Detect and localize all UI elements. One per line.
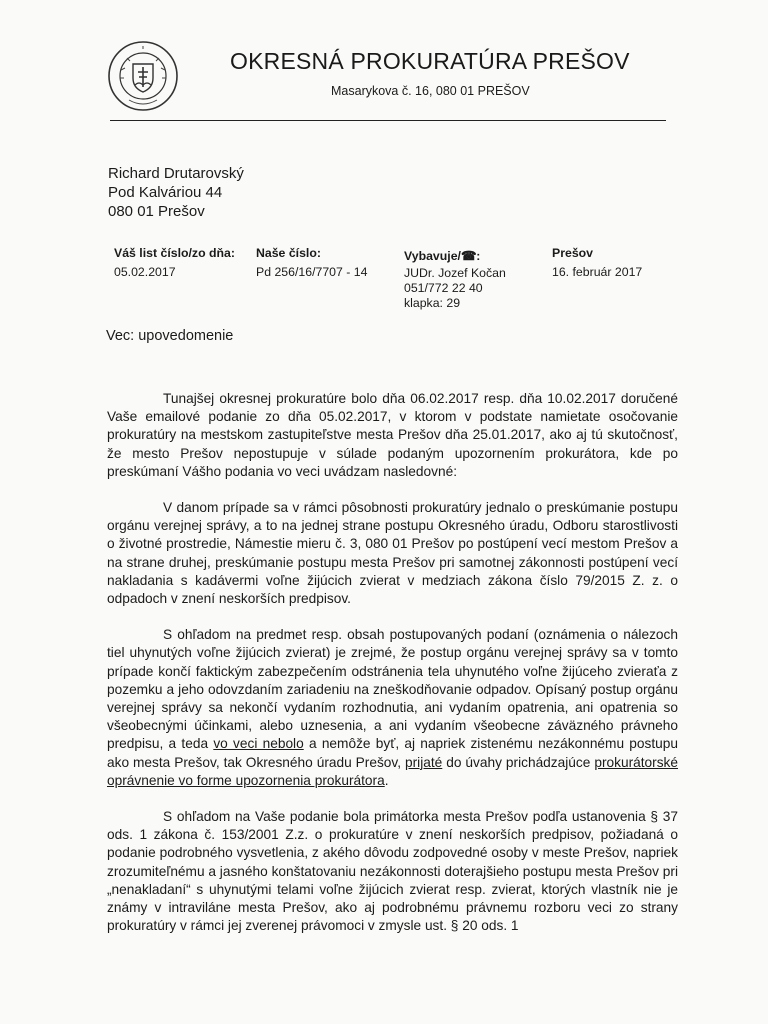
body-paragraph-4: S ohľadom na Vaše podanie bola primátorka mesta Prešov podľa ustanovenia § 37 ods. 1 zákona č. 153/2001 Z.z. o prokuratúre v znení neskorších predpisov, požiadaná o podanie podrobného vysvetlenia, z akého dôvodu zodpovedné osoby v meste Prešov, napriek zrozumiteľnému a jasného konštatovaniu nezákonnosti doterajšieho postupu mesta Prešov pri „nenakladaní“ s uhynutými telami voľne žijúcich zvierat resp. zvierat, ktorých vlastník nie je známy v intraviláne mesta Prešov, ako aj podrobnému právnemu rozboru veci zo strany prokuratúry v rámci jej zverenej právomoci v zmysle ust. § 20 ods. 1: [107, 809, 678, 934]
handled-by-label: Vybavuje/☎:: [404, 249, 481, 263]
organization-title: OKRESNÁ PROKURATÚRA PREŠOV: [230, 48, 630, 74]
recipient-street: Pod Kalváriou 44: [108, 184, 223, 201]
recipient-address: [108, 164, 244, 221]
letter-body: [107, 390, 678, 953]
organization-address: Masarykova č. 16, 080 01 PREŠOV: [331, 84, 530, 98]
our-number-label: Naše číslo:: [256, 246, 321, 260]
phone-icon: ☎: [460, 249, 477, 263]
handled-by-extension: klapka: 29: [404, 296, 461, 310]
letter-date: 16. február 2017: [552, 265, 643, 279]
recipient-name: Richard Drutarovský: [108, 165, 244, 182]
recipient-city: 080 01 Prešov: [108, 203, 205, 220]
meta-your-letter: [114, 246, 235, 280]
handled-by-phone: 051/772 22 40: [404, 281, 483, 295]
body-paragraph-3: S ohľadom na predmet resp. obsah postupovaných podaní (oznámenia o nálezoch tiel uhynutých voľne žijúcich zvierat) je zrejmé, že postup orgánu verejnej správy sa v tomto prípade končí faktickým zabezpečením odstránenia tela uhynutého voľne žijúceho zvieraťa z pozemku a jeho odovzdaním zariadeniu na zneškodňovanie odpadov. Opísaný postup orgánu verejnej správy sa nekončí vydaním rozhodnutia, ani vydaním opatrenia, ani opatrenia so všeobecnými účinkami, alebo uznesenia, a ani vydaním všeobecne záväzného právneho predpisu, a teda vo veci nebolo a nemôže byť, aj napriek zistenému nezákonnému postupu ako mesta Prešov, tak Okresného úradu Prešov, prijaté do úvahy prichádzajúce prokurátorské oprávnenie vo forme upozornenia prokurátora.: [107, 627, 679, 788]
state-seal-icon: [107, 40, 179, 112]
letter-subject: Vec: upovedomenie: [106, 328, 234, 344]
meta-our-number: [256, 246, 367, 280]
our-number-value: Pd 256/16/7707 - 14: [256, 265, 368, 279]
handled-by-name: JUDr. Jozef Kočan: [404, 266, 506, 280]
underlined-phrase: prijaté: [405, 754, 443, 770]
underlined-phrase: vo veci nebolo: [213, 736, 304, 752]
header-divider: [110, 120, 666, 121]
body-paragraph-2: V danom prípade sa v rámci pôsobnosti prokuratúry jednalo o preskúmanie postupu orgánu verejnej správy, a to na jednej strane postupu Okresného úradu, Odboru starostlivosti o životné prostredie, Námestie mieru č. 3, 080 01 Prešov po postúpení vecí mestom Prešov a na strane druhej, preskúmanie postupu mesta Prešov pri samotnej zákonnosti postúpení vecí nakladania s kadávermi voľne žijúcich zvierat v medziach zákona číslo 79/2015 Z. z. o odpadoch v znení neskorších predpisov.: [107, 500, 678, 607]
your-letter-label: Váš list číslo/zo dňa:: [114, 246, 235, 260]
body-paragraph-1: Tunajšej okresnej prokuratúre bolo dňa 06.02.2017 resp. dňa 10.02.2017 doručené Vaše emailové podanie zo dňa 05.02.2017, v ktorom v podstate namietate osočovanie prokuratúry na mestskom zastupiteľstve mesta Prešov dňa 25.01.2017, ako aj tú skutočnosť, že mesto Prešov nepostupuje v súlade podaným upozornením prokurátora, kde po preskúmaní Vášho podania vo veci uvádzam nasledovné:: [107, 391, 678, 479]
place-label: Prešov: [552, 246, 594, 260]
your-letter-value: 05.02.2017: [114, 265, 176, 279]
meta-place-date: [552, 246, 642, 280]
meta-handled-by: [404, 249, 506, 311]
underlined-phrase: prokurátorské oprávnenie vo forme upozornenia prokurátora: [107, 754, 679, 788]
